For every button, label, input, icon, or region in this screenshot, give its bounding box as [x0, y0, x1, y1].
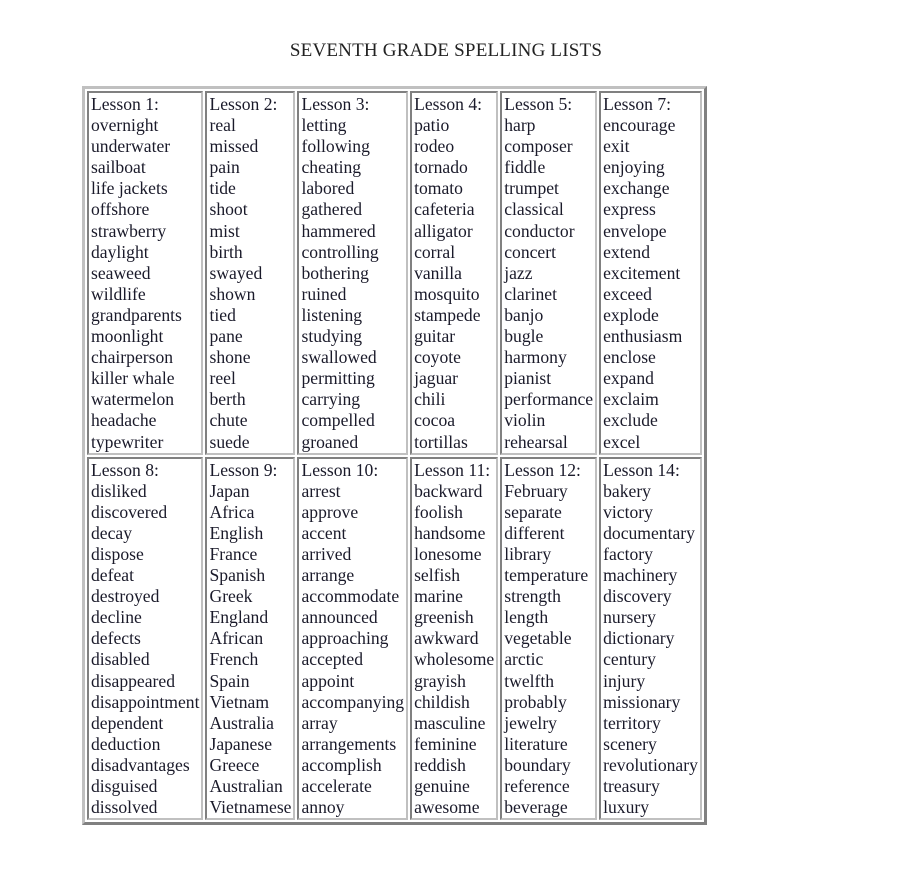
spelling-word: grayish [414, 670, 466, 691]
spelling-word: accepted [301, 649, 364, 670]
lesson-cell [297, 457, 408, 821]
spelling-word: shoot [209, 199, 248, 220]
lesson-heading: Lesson 1: [91, 94, 159, 114]
spelling-word: chute [209, 410, 248, 431]
spelling-word: alligator [414, 220, 473, 241]
spelling-word: overnight [91, 115, 159, 136]
spelling-word: swallowed [301, 347, 377, 368]
spelling-word: vanilla [414, 262, 462, 283]
spelling-word: ruined [301, 283, 347, 304]
spelling-word: disguised [91, 776, 158, 796]
spelling-word: performance [504, 389, 594, 410]
spelling-word: awesome [414, 797, 480, 818]
spelling-word: childish [414, 691, 470, 712]
spelling-word: cheating [301, 157, 362, 178]
spelling-word: chairperson [91, 347, 174, 368]
lesson-cell [87, 457, 203, 821]
spelling-word: exclaim [603, 389, 659, 410]
spelling-word: rodeo [414, 136, 455, 157]
spelling-word: permitting [301, 368, 375, 389]
spelling-word: Japanese [209, 733, 273, 754]
lesson-heading: Lesson 9: [209, 459, 278, 480]
spelling-word: disappointment [91, 691, 200, 712]
spelling-word: dispose [91, 543, 144, 564]
spelling-word: reddish [414, 754, 466, 775]
spelling-word: listening [301, 304, 363, 325]
spelling-word: moonlight [91, 326, 164, 347]
spelling-word: typewriter [91, 431, 164, 452]
spelling-word: enclose [603, 347, 656, 368]
spelling-word: reel [209, 368, 236, 389]
spelling-word: awkward [414, 628, 479, 649]
spelling-word: fiddle [504, 157, 546, 178]
spelling-word: approve [301, 501, 359, 522]
spelling-word: envelope [603, 220, 667, 241]
spelling-word: probably [504, 691, 567, 712]
spelling-word: dissolved [91, 797, 158, 818]
spelling-word: announced [301, 607, 378, 628]
spelling-word: gathered [301, 199, 363, 220]
lesson-heading: Lesson 12: [504, 459, 581, 480]
spelling-word: discovery [603, 586, 672, 607]
spelling-word: annoy [301, 797, 345, 818]
spelling-word: backward [414, 480, 483, 501]
spelling-word: enjoying [603, 157, 665, 178]
spelling-word: classical [504, 199, 564, 220]
spelling-word: wildlife [91, 283, 146, 304]
spelling-word: lonesome [414, 543, 482, 564]
spelling-word: headache [91, 410, 157, 431]
lesson-cell [410, 457, 498, 821]
spelling-word: banjo [504, 304, 544, 325]
spelling-word: berth [209, 389, 246, 410]
spelling-word: life jackets [91, 178, 168, 199]
spelling-word: bakery [603, 480, 651, 501]
spelling-word: English [209, 522, 264, 543]
spelling-word: documentary [603, 522, 695, 543]
spelling-word: strawberry [91, 220, 167, 241]
spelling-word: deduction [91, 733, 161, 754]
spelling-word: shone [209, 347, 251, 368]
page-title: SEVENTH GRADE SPELLING LISTS [289, 40, 603, 61]
spelling-word: extend [603, 241, 651, 262]
spelling-word: harmony [504, 347, 567, 368]
spelling-word: suede [209, 431, 250, 452]
spelling-word: African [209, 628, 264, 649]
spelling-word: appoint [301, 670, 355, 691]
spelling-word: mist [209, 220, 240, 241]
spelling-word: machinery [603, 565, 678, 586]
spelling-word: treasury [603, 776, 660, 796]
spelling-word: injury [603, 670, 646, 691]
spelling-word: genuine [414, 776, 470, 796]
spelling-word: defects [91, 628, 141, 649]
spelling-word: killer whale [91, 368, 175, 389]
spelling-word: trumpet [504, 178, 559, 199]
lesson-row [87, 91, 702, 455]
spelling-word: mosquito [414, 283, 480, 304]
spelling-word: corral [414, 241, 456, 262]
spelling-word: real [209, 115, 236, 136]
spelling-word: marine [414, 586, 463, 607]
spelling-word: studying [301, 326, 363, 347]
spelling-word: Spain [209, 670, 250, 691]
spelling-word: array [301, 712, 338, 733]
spelling-word: England [209, 607, 269, 628]
spelling-word: decline [91, 607, 142, 628]
spelling-word: luxury [603, 797, 650, 818]
spelling-word: excel [603, 431, 641, 452]
spelling-word: discovered [91, 501, 168, 522]
lesson-cell [410, 91, 498, 455]
spelling-word: arrived [301, 543, 352, 564]
lesson-cell [500, 91, 597, 455]
spelling-word: disliked [91, 480, 147, 501]
spelling-word: bugle [504, 326, 544, 347]
spelling-word: underwater [91, 136, 171, 157]
spelling-word: conductor [504, 220, 575, 241]
lesson-cell [87, 91, 203, 455]
spelling-word: destroyed [91, 586, 160, 607]
spelling-word: arrangements [301, 733, 397, 754]
lesson-cell [297, 91, 408, 455]
lesson-row [87, 457, 702, 821]
spelling-word: arctic [504, 649, 544, 670]
spelling-word: nursery [603, 607, 656, 628]
spelling-word: separate [504, 501, 562, 522]
spelling-word: harp [504, 115, 536, 136]
spelling-word: Australia [209, 712, 274, 733]
lesson-heading: Lesson 10: [301, 459, 379, 480]
spelling-word: accompanying [301, 691, 405, 712]
spelling-word: accent [301, 522, 347, 543]
spelling-word: vegetable [504, 628, 572, 649]
spelling-word: Africa [209, 501, 255, 522]
spelling-word: tied [209, 304, 236, 325]
lesson-cell [599, 457, 702, 821]
spelling-word: territory [603, 712, 661, 733]
spelling-word: tortillas [414, 431, 468, 452]
spelling-word: foolish [414, 501, 463, 522]
spelling-word: violin [504, 410, 546, 431]
spelling-word: arrange [301, 565, 355, 586]
spelling-word: library [504, 543, 552, 564]
spelling-word: patio [414, 115, 450, 136]
spelling-word: groaned [301, 431, 359, 452]
spelling-word: explode [603, 304, 659, 325]
spelling-word: strength [504, 586, 561, 607]
spelling-word: offshore [91, 199, 150, 220]
spelling-word: guitar [414, 326, 456, 347]
lesson-cell [205, 457, 295, 821]
spelling-word: concert [504, 241, 556, 262]
spelling-word: disappeared [91, 670, 176, 691]
spelling-word: dependent [91, 712, 164, 733]
spelling-word: sailboat [91, 157, 146, 178]
spelling-word: exit [603, 136, 630, 157]
lesson-cell [500, 457, 597, 821]
spelling-word: bothering [301, 262, 369, 283]
spelling-word: Greece [209, 754, 260, 775]
spelling-word: chili [414, 389, 446, 410]
spelling-word: coyote [414, 347, 461, 368]
spelling-word: twelfth [504, 670, 555, 691]
spelling-word: grandparents [91, 304, 182, 325]
spelling-word: decay [91, 522, 133, 543]
lesson-heading: Lesson 3: [301, 94, 370, 114]
spelling-word: shown [209, 283, 256, 304]
spelling-word: feminine [414, 733, 477, 754]
spelling-word: dictionary [603, 628, 675, 649]
spelling-word: accelerate [301, 776, 372, 796]
lesson-heading: Lesson 5: [504, 94, 573, 114]
spelling-word: watermelon [91, 389, 175, 410]
spelling-word: length [504, 607, 549, 628]
lesson-heading: Lesson 7: [603, 94, 672, 114]
spelling-word: factory [603, 543, 653, 564]
spelling-word: expand [603, 368, 654, 389]
spelling-word: birth [209, 241, 243, 262]
spelling-word: labored [301, 178, 355, 199]
spelling-word: literature [504, 733, 568, 754]
spelling-word: jazz [504, 262, 533, 283]
spelling-word: exclude [603, 410, 658, 431]
spelling-word: victory [603, 501, 653, 522]
spelling-word: rehearsal [504, 431, 568, 452]
spelling-word: arrest [301, 480, 341, 501]
spelling-word: Greek [209, 586, 253, 607]
spelling-word: pianist [504, 368, 552, 389]
spelling-word: Australian [209, 776, 283, 796]
lesson-cell [205, 91, 295, 455]
spelling-word: selfish [414, 565, 461, 586]
spelling-word: masculine [414, 712, 486, 733]
spelling-word: accomplish [301, 754, 382, 775]
spelling-word: cafeteria [414, 199, 475, 220]
spelling-word: different [504, 522, 565, 543]
spelling-word: disabled [91, 649, 150, 670]
spelling-word: defeat [91, 565, 134, 586]
lesson-cell [599, 91, 702, 455]
spelling-word: France [209, 543, 258, 564]
spelling-word: wholesome [414, 649, 495, 670]
spelling-word: controlling [301, 241, 379, 262]
spelling-word: missionary [603, 691, 681, 712]
spelling-word: February [504, 480, 568, 501]
spelling-word: Vietnamese [209, 797, 292, 818]
spelling-word: beverage [504, 797, 568, 818]
spelling-word: clarinet [504, 283, 557, 304]
spelling-word: Japan [209, 480, 250, 501]
spelling-word: carrying [301, 389, 361, 410]
lesson-heading: Lesson 14: [603, 459, 680, 480]
spelling-word: boundary [504, 754, 571, 775]
spelling-word: approaching [301, 628, 389, 649]
spelling-word: handsome [414, 522, 486, 543]
spelling-word: pain [209, 157, 240, 178]
spelling-word: exceed [603, 283, 652, 304]
spelling-word: temperature [504, 565, 589, 586]
spelling-word: missed [209, 136, 259, 157]
spelling-word: stampede [414, 304, 481, 325]
spelling-word: hammered [301, 220, 376, 241]
spelling-word: greenish [414, 607, 474, 628]
lesson-heading: Lesson 4: [414, 94, 483, 114]
spelling-word: seaweed [91, 262, 151, 283]
spelling-word: enthusiasm [603, 326, 683, 347]
spelling-word: daylight [91, 241, 149, 262]
spelling-word: tornado [414, 157, 468, 178]
lesson-heading: Lesson 8: [91, 459, 159, 480]
spelling-word: compelled [301, 410, 375, 431]
spelling-word: revolutionary [603, 754, 698, 775]
spelling-word: excitement [603, 262, 681, 283]
spelling-word: scenery [603, 733, 657, 754]
spelling-word: accommodate [301, 586, 400, 607]
spelling-lists-body [87, 91, 702, 820]
spelling-word: encourage [603, 115, 676, 136]
spelling-word: tide [209, 178, 236, 199]
spelling-lists-table [82, 86, 707, 825]
spelling-word: swayed [209, 262, 263, 283]
lesson-heading: Lesson 2: [209, 94, 278, 114]
spelling-word: pane [209, 326, 243, 347]
spelling-word: exchange [603, 178, 670, 199]
spelling-word: Spanish [209, 565, 266, 586]
spelling-word: tomato [414, 178, 463, 199]
spelling-word: French [209, 649, 259, 670]
spelling-word: express [603, 199, 656, 220]
spelling-word: cocoa [414, 410, 456, 431]
spelling-word: jewelry [504, 712, 557, 733]
spelling-word: following [301, 136, 370, 157]
lesson-heading: Lesson 11: [414, 459, 491, 480]
spelling-word: reference [504, 776, 570, 796]
spelling-word: composer [504, 136, 573, 157]
spelling-word: century [603, 649, 656, 670]
spelling-word: letting [301, 115, 347, 136]
spelling-word: disadvantages [91, 754, 190, 775]
spelling-word: Vietnam [209, 691, 270, 712]
spelling-word: jaguar [414, 368, 459, 389]
